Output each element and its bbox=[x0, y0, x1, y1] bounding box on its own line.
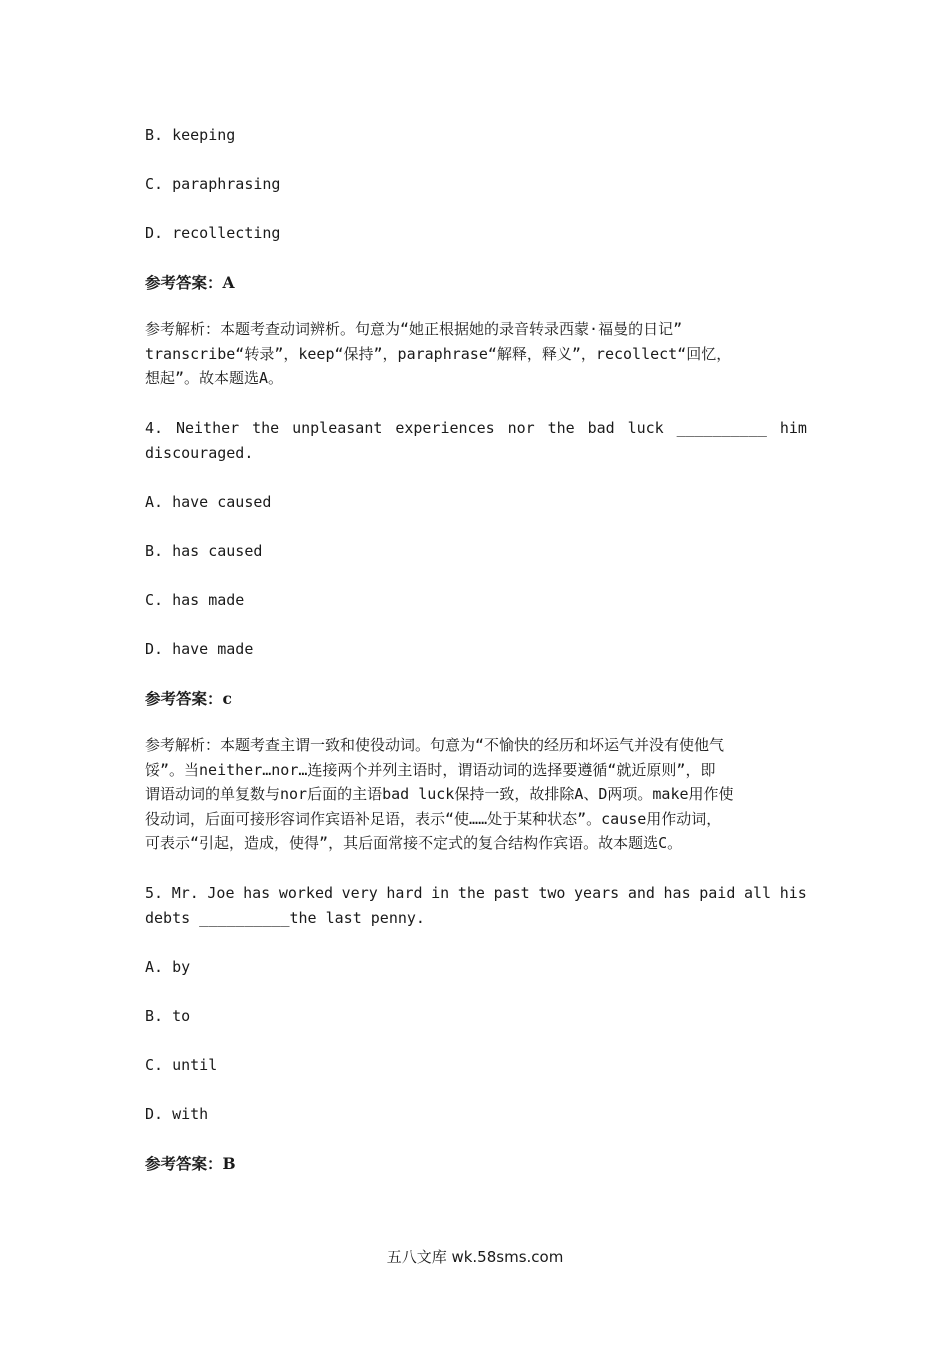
q4-analysis-line: 参考解析：本题考查主谓一致和使役动词。句意为“不愉快的经历和坏运气并没有使他气 bbox=[145, 736, 725, 754]
q4-stem-word: bad bbox=[587, 419, 615, 437]
q3-analysis-line: transcribe“转录”，keep“保持”，paraphrase“解释，释义”，recollect“回忆， bbox=[145, 344, 732, 363]
q3-option-d: D. recollecting bbox=[145, 224, 281, 242]
q3-analysis bbox=[145, 317, 807, 391]
q4-analysis-line: 可表示“引起，造成，使得”，其后面常接不定式的复合结构作宾语。故本题选C。 bbox=[145, 834, 683, 852]
q5-stem-word: his bbox=[779, 884, 807, 902]
q4-analysis bbox=[145, 733, 807, 856]
q4-stem-word: 4. bbox=[145, 419, 164, 437]
q5-stem-word: has bbox=[663, 884, 691, 902]
q5-stem-word: in bbox=[431, 884, 450, 902]
q5-stem-word: and bbox=[627, 884, 655, 902]
q5-stem-line1 bbox=[145, 881, 807, 906]
q4-option-c: C. has made bbox=[145, 591, 245, 609]
q4-stem-word: Neither bbox=[175, 419, 240, 437]
q5-stem-word: all bbox=[744, 884, 772, 902]
q5-stem-word: has bbox=[243, 884, 271, 902]
footer-watermark: 五八文库 wk.58sms.com bbox=[386, 1248, 564, 1266]
q5-stem-word: Mr. bbox=[171, 884, 199, 902]
q5-stem-word: paid bbox=[699, 884, 736, 902]
q5-stem-word: hard bbox=[386, 884, 423, 902]
q3-analysis-line: 参考解析：本题考查动词辨析。句意为“她正根据她的录音转录西蒙·福曼的日记” bbox=[145, 320, 683, 338]
q4-stem-word: the bbox=[252, 419, 280, 437]
q5-stem-line2: debts __________the last penny. bbox=[145, 909, 425, 927]
q5-stem-word: two bbox=[538, 884, 566, 902]
q4-answer: 参考答案：c bbox=[145, 689, 232, 708]
q5-answer: 参考答案：B bbox=[145, 1154, 236, 1173]
q4-analysis-line: 谓语动词的单复数与nor后面的主语bad luck保持一致，故排除A、D两项。make用作使 bbox=[145, 785, 734, 803]
q5-option-b: B. to bbox=[145, 1007, 191, 1025]
q4-stem-line1 bbox=[145, 416, 807, 441]
q4-stem-word: unpleasant bbox=[292, 419, 383, 437]
q4-option-d: D. have made bbox=[145, 640, 254, 658]
q3-answer: 参考答案：A bbox=[145, 273, 235, 292]
q4-stem-line2: discouraged. bbox=[145, 444, 254, 462]
q4-stem-word: the bbox=[547, 419, 575, 437]
q3-option-c: C. paraphrasing bbox=[145, 175, 281, 193]
q4-option-a: A. have caused bbox=[145, 493, 272, 511]
q5-stem-word: very bbox=[341, 884, 378, 902]
q3-option-b: B. keeping bbox=[145, 126, 236, 144]
q5-stem-word: 5. bbox=[145, 884, 164, 902]
q4-stem-word: him bbox=[779, 419, 807, 437]
q4-stem-word: nor bbox=[507, 419, 535, 437]
q5-stem-word: past bbox=[493, 884, 530, 902]
q3-analysis-line: 想起”。故本题选A。 bbox=[145, 369, 284, 387]
q4-analysis-line: 馁”。当neither…nor…连接两个并列主语时，谓语动词的选择要遵循“就近原则”，即 bbox=[145, 760, 716, 779]
q5-option-a: A. by bbox=[145, 958, 191, 976]
q5-stem-word: Joe bbox=[207, 884, 235, 902]
q5-stem-word: worked bbox=[278, 884, 334, 902]
q5-option-d: D. with bbox=[145, 1105, 209, 1123]
q5-option-c: C. until bbox=[145, 1056, 218, 1074]
q4-analysis-line: 役动词，后面可接形容词作宾语补足语，表示“使……处于某种状态”。cause用作动词， bbox=[145, 809, 722, 828]
q5-stem-word: years bbox=[574, 884, 620, 902]
q4-stem-word: experiences bbox=[395, 419, 495, 437]
q5-stem-word: the bbox=[457, 884, 485, 902]
q4-option-b: B. has caused bbox=[145, 542, 263, 560]
q4-blank: __________ bbox=[676, 419, 767, 437]
q4-stem-word: luck bbox=[627, 419, 664, 437]
